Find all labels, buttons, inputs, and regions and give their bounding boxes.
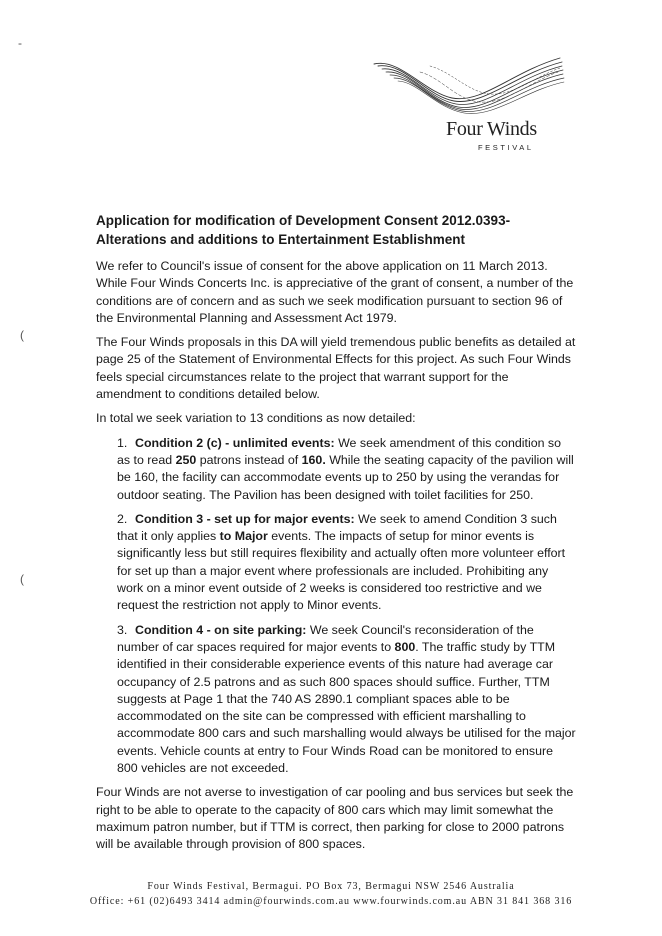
document-title (96, 211, 576, 249)
condition-emphasis: 160. (301, 452, 326, 467)
title-line-2: Alterations and additions to Entertainment Establishment (96, 232, 466, 247)
condition-item-3 (117, 622, 576, 778)
footer-address: Four Winds Festival, Bermagui. PO Box 73, Bermagui NSW 2546 Australia (147, 881, 515, 892)
intro-paragraph: We refer to Council's issue of consent for the above application on 11 March 2013. While Four Winds Concerts Inc. is appreciative of the grant of consent, a number of the conditions are of concern and as such we seek modification pursuant to section 96 of the Environmental Planning and Assessment Act 1979. (96, 259, 574, 325)
condition-title: Condition 3 - set up for major events: (135, 511, 355, 526)
condition-emphasis: 800 (394, 639, 416, 654)
condition-text: We seek amendment of this condition so as to read (117, 435, 562, 467)
condition-emphasis: 250 (175, 452, 197, 467)
four-winds-logo (360, 52, 570, 152)
condition-text: patrons instead of (196, 452, 302, 467)
logo-subtitle: FESTIVAL (478, 143, 534, 152)
condition-text: While the seating capacity of the pavilion will be 160, the facility can accommodate events up to 250 by using the verandas for outdoor seating. The Pavilion has been designed with toilet facilities for 250. (117, 452, 574, 502)
condition-item-1 (117, 435, 576, 504)
condition-number: 3. (117, 622, 128, 637)
condition-title: Condition 2 (c) - unlimited events: (135, 435, 335, 450)
condition-number: 2. (117, 511, 128, 526)
scan-mark: ( (20, 572, 24, 586)
parking-capacity-paragraph: Four Winds are not averse to investigation of car pooling and bus services but seek the right to be able to operate to the capacity of 800 cars which may limit somewhat the maximum patron number, but if TTM is correct, then parking for close to 2000 patrons will be available through provision of 800 spaces. (96, 785, 574, 852)
variation-summary: In total we seek variation to 13 conditions as now detailed: (96, 411, 416, 426)
wind-swirl-icon (360, 52, 570, 122)
footer-contact: Office: +61 (02)6493 3414 admin@fourwinds.com.au www.fourwinds.com.au ABN 31 841 368 316 (89, 896, 573, 907)
title-line-1: Application for modification of Development Consent 2012.0393- (96, 213, 511, 228)
condition-text: events. The impacts of setup for minor events is significantly less but still requires flexibility and actually often more volunteer effort for set up than a major event where professionals are included. Prohibiting any work on a minor event outside of 2 weeks is considered too restrictive and we request the restriction not apply to Minor events. (117, 529, 566, 613)
condition-number: 1. (117, 435, 128, 450)
scan-mark: - (18, 36, 22, 50)
scan-mark: ( (20, 328, 24, 342)
condition-emphasis: to Major (219, 529, 268, 544)
condition-text: We seek Council's reconsideration of the number of car spaces required for major events to (117, 622, 534, 654)
letter-body (96, 211, 576, 861)
logo-name: Four Winds (446, 118, 537, 140)
condition-text: . The traffic study by TTM identified in their considerable experience events of this nature had average car occupancy of 2.5 patrons and as such 800 spaces should suffice. Further, TTM suggests at Page 1 that the 740 AS 2890.1 compliant spaces able to be accommodated on the site can be compressed with efficient marshalling to accommodate 800 cars and such marshalling would always be utilised for the major events. Vehicle counts at entry to Four Winds Road can be monitored to ensure 800 vehicles are not exceeded. (117, 639, 576, 776)
benefits-paragraph: The Four Winds proposals in this DA will yield tremendous public benefits as detailed at page 25 of the Statement of Environmental Effects for this project. As such Four Winds feels special circumstances relate to the project that warrant support for the amendment to conditions detailed below. (96, 335, 576, 402)
condition-text: We seek to amend Condition 3 such that it only applies (117, 511, 557, 544)
condition-item-2 (117, 511, 576, 615)
condition-title: Condition 4 - on site parking: (135, 622, 307, 637)
